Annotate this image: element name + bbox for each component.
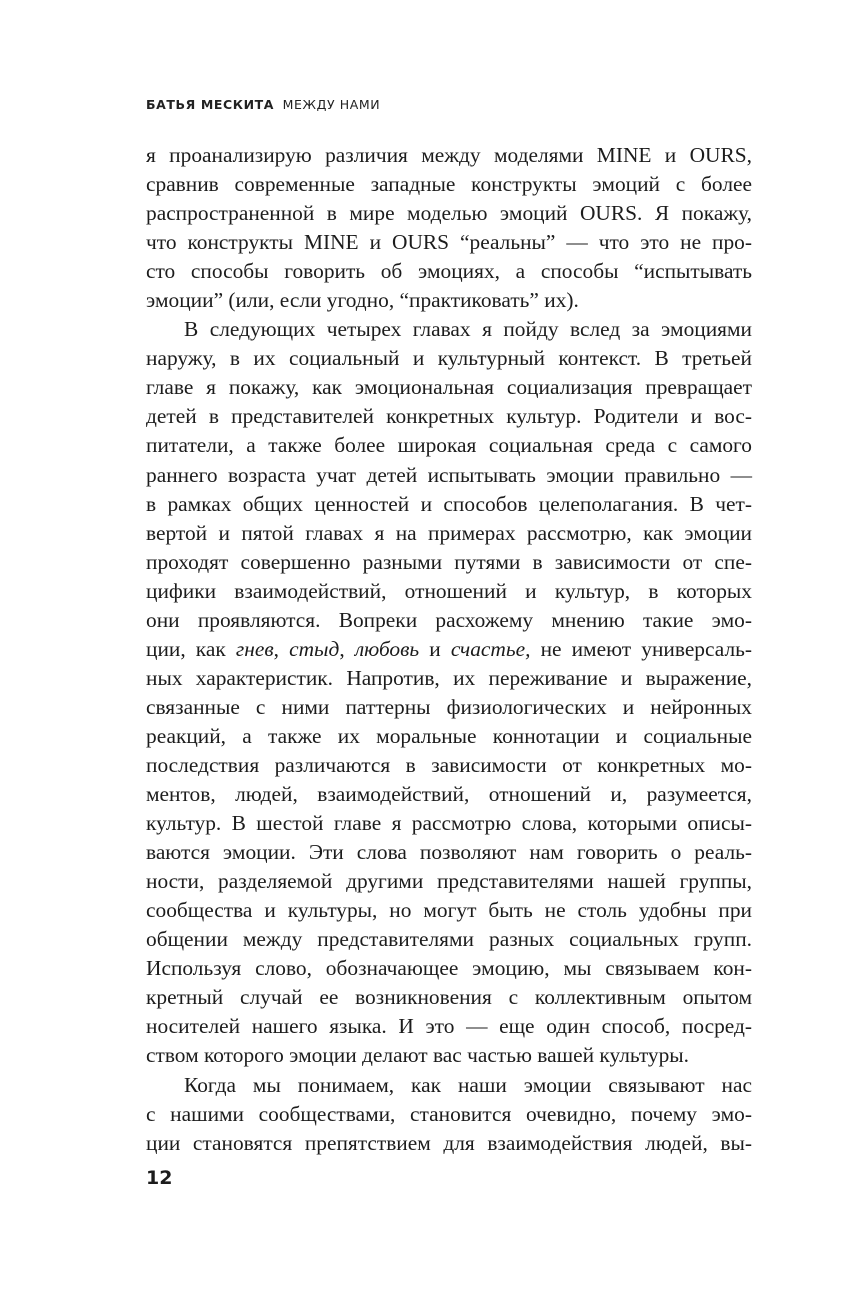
text-line bbox=[146, 780, 752, 809]
text-line bbox=[146, 519, 752, 548]
text-segment: распространенной в мире моделью эмоций OURS. Я покажу, bbox=[146, 201, 752, 226]
text-line bbox=[146, 1071, 752, 1100]
text-segment: культур. В шестой главе я рассмотрю слова, которыми описы- bbox=[146, 811, 752, 836]
text-line bbox=[146, 751, 752, 780]
text-line bbox=[146, 286, 752, 315]
running-head-author: БАТЬЯ МЕСКИТА bbox=[146, 97, 275, 112]
text-segment: эмоции” (или, если угодно, “практиковать” их). bbox=[146, 288, 579, 313]
paragraph bbox=[146, 1071, 752, 1158]
text-line bbox=[146, 490, 752, 519]
text-segment: питатели, а также более широкая социальная среда с самого bbox=[146, 433, 752, 458]
text-line bbox=[146, 983, 752, 1012]
text-segment: общении между представителями разных социальных групп. bbox=[146, 927, 752, 952]
text-segment: , bbox=[273, 636, 290, 661]
text-segment: наружу, в их социальный и культурный контекст. В третьей bbox=[146, 346, 752, 371]
text-segment: цифики взаимодействий, отношений и культур, в которых bbox=[146, 578, 752, 603]
text-line bbox=[146, 867, 752, 896]
text-segment: ности, разделяемой другими представителями нашей группы, bbox=[146, 869, 752, 894]
text-segment: ством которого эмоции делают вас частью вашей культуры. bbox=[146, 1043, 690, 1068]
text-segment: вертой и пятой главах я на примерах рассмотрю, как эмоции bbox=[146, 520, 752, 545]
text-line bbox=[146, 925, 752, 954]
text-line bbox=[146, 257, 752, 286]
text-line bbox=[146, 431, 752, 460]
text-line bbox=[146, 664, 752, 693]
page-number: 12 bbox=[146, 1167, 173, 1189]
text-line bbox=[146, 402, 752, 431]
text-segment: ции, как bbox=[146, 636, 236, 661]
text-segment: я проанализирую различия между моделями MINE и OURS, bbox=[146, 143, 752, 167]
running-head-title: МЕЖДУ НАМИ bbox=[282, 97, 381, 112]
text-line bbox=[146, 141, 752, 170]
text-segment: главе я покажу, как эмоциональная социализация превращает bbox=[146, 375, 752, 400]
text-line bbox=[146, 693, 752, 722]
text-segment: В следующих четырех главах я пойду вслед за эмоциями bbox=[184, 317, 752, 342]
text-segment: сравнив современные западные конструкты эмоций с более bbox=[146, 172, 752, 197]
text-line bbox=[146, 1129, 752, 1158]
text-line bbox=[146, 809, 752, 838]
text-line bbox=[146, 228, 752, 257]
running-head bbox=[146, 97, 380, 112]
text-segment: ных характеристик. Напротив, их переживание и выражение, bbox=[146, 665, 752, 690]
text-line bbox=[146, 344, 752, 373]
text-line bbox=[146, 635, 752, 664]
text-line bbox=[146, 896, 752, 925]
text-segment: , bbox=[339, 636, 355, 661]
text-segment: носителей нашего языка. И это — еще один способ, посред- bbox=[146, 1014, 752, 1039]
text-segment: реакций, а также их моральные коннотации и социальные bbox=[146, 723, 752, 748]
text-line bbox=[146, 1100, 752, 1129]
text-line bbox=[146, 954, 752, 983]
text-line bbox=[146, 199, 752, 228]
paragraph bbox=[146, 141, 752, 315]
text-line bbox=[146, 1041, 752, 1070]
text-segment: детей в представителей конкретных культур. Родители и вос- bbox=[146, 404, 752, 429]
text-segment: Когда мы понимаем, как наши эмоции связывают нас bbox=[184, 1072, 752, 1097]
text-line bbox=[146, 548, 752, 577]
text-segment: они проявляются. Вопреки расхожему мнению такие эмо- bbox=[146, 607, 752, 632]
emphasis-word: счастье, bbox=[450, 636, 531, 661]
text-line bbox=[146, 606, 752, 635]
emphasis-word: гнев bbox=[235, 636, 274, 661]
text-segment: связанные с ними паттерны физиологических и нейронных bbox=[146, 694, 752, 719]
text-segment: сто способы говорить об эмоциях, а способы “испытывать bbox=[146, 259, 752, 284]
text-segment: Используя слово, обозначающее эмоцию, мы связываем кон- bbox=[146, 956, 752, 981]
text-segment: сообщества и культуры, но могут быть не столь удобны при bbox=[146, 898, 752, 923]
text-line bbox=[146, 170, 752, 199]
text-line bbox=[146, 461, 752, 490]
text-line bbox=[146, 315, 752, 344]
body-text bbox=[146, 141, 752, 1158]
text-segment: с нашими сообществами, становится очевидно, почему эмо- bbox=[146, 1101, 752, 1126]
text-segment: не имеют универсаль- bbox=[530, 636, 752, 661]
text-segment: последствия различаются в зависимости от конкретных мо- bbox=[146, 752, 752, 777]
emphasis-word: любовь bbox=[354, 636, 420, 661]
text-segment: и bbox=[419, 636, 451, 661]
emphasis-word: стыд bbox=[289, 636, 340, 661]
text-segment: ции становятся препятствием для взаимодействия людей, вы- bbox=[146, 1130, 752, 1155]
text-line bbox=[146, 838, 752, 867]
text-segment: что конструкты MINE и OURS “реальны” — что это не про- bbox=[146, 230, 752, 255]
text-segment: ментов, людей, взаимодействий, отношений и, разумеется, bbox=[146, 782, 752, 807]
text-line bbox=[146, 577, 752, 606]
text-segment: ваются эмоции. Эти слова позволяют нам говорить о реаль- bbox=[146, 840, 752, 865]
text-line bbox=[146, 373, 752, 402]
text-segment: кретный случай ее возникновения с коллективным опытом bbox=[146, 985, 752, 1010]
text-line bbox=[146, 1012, 752, 1041]
paragraph bbox=[146, 315, 752, 1070]
text-segment: в рамках общих ценностей и способов целеполагания. В чет- bbox=[146, 491, 752, 516]
text-segment: раннего возраста учат детей испытывать эмоции правильно — bbox=[146, 462, 752, 487]
text-segment: проходят совершенно разными путями в зависимости от спе- bbox=[146, 549, 752, 574]
text-line bbox=[146, 722, 752, 751]
